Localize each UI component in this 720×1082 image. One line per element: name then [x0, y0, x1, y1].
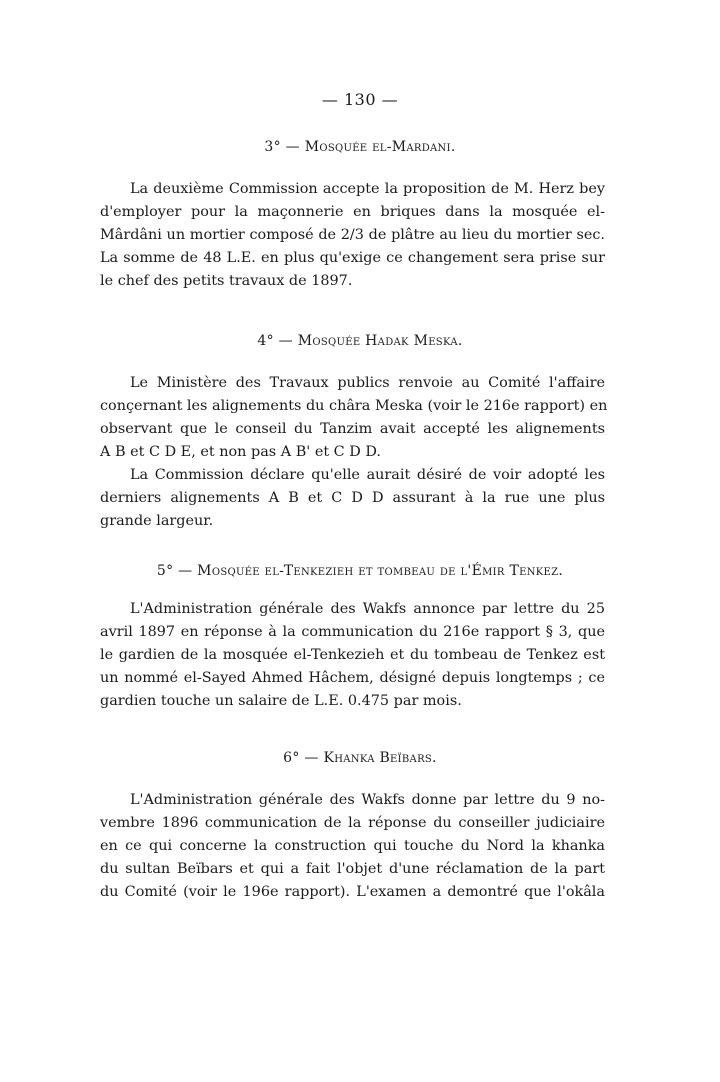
paragraph-line: avril 1897 en réponse à la communication du 216e rapport § 3, que [100, 624, 605, 640]
paragraph-section-4a [100, 372, 608, 464]
paragraph-line: L'Administration générale des Wakfs annonce par lettre du 25 [130, 601, 605, 617]
paragraph-line: La Commission déclare qu'elle aurait désiré de voir adopté les [130, 467, 605, 483]
paragraph-line: vembre 1896 communication de la réponse du conseiller judiciaire [100, 815, 605, 831]
paragraph-line: un nommé el-Sayed Ahmed Hâchem, désigné depuis longtemps ; ce [100, 670, 605, 686]
paragraph-section-5 [100, 598, 605, 713]
paragraph-line: A B et C D E, et non pas A B' et C D D. [100, 444, 381, 460]
paragraph-line: Le Ministère des Travaux publics renvoie au Comité l'affaire [130, 375, 605, 391]
paragraph-section-3 [100, 178, 605, 293]
section-heading-5: 5° — Mosquée el-Tenkezieh et tombeau de l'Émir Tenkez. [156, 563, 564, 579]
paragraph-line: observant que le conseil du Tanzim avait accepté les alignements [100, 421, 605, 437]
paragraph-line: grande largeur. [100, 513, 214, 529]
paragraph-line: le gardien de la mosquée el-Tenkezieh et du tombeau de Tenkez est [100, 647, 605, 663]
paragraph-line: L'Administration générale des Wakfs donne par lettre du 9 no- [130, 792, 605, 808]
paragraph-line: Mârdâni un mortier composé de 2/3 de plâtre au lieu du mortier sec. [100, 227, 605, 243]
paragraph-line: La somme de 48 L.E. en plus qu'exige ce changement sera prise sur [100, 250, 605, 266]
paragraph-line: le chef des petits travaux de 1897. [100, 273, 353, 289]
section-heading-3: 3° — Mosquée el-Mardani. [264, 139, 456, 155]
paragraph-line: derniers alignements A B et C D D assurant à la rue une plus [100, 490, 605, 506]
page-number: — 130 — [321, 90, 399, 109]
paragraph-line: du sultan Beïbars et qui a fait l'objet d'une réclamation de la part [100, 861, 605, 877]
paragraph-section-4b [100, 464, 605, 533]
section-heading-4: 4° — Mosquée Hadak Meska. [257, 333, 463, 349]
paragraph-line: d'employer pour la maçonnerie en briques dans la mosquée el- [100, 204, 605, 220]
paragraph-section-6 [100, 789, 605, 904]
paragraph-line: La deuxième Commission accepte la proposition de M. Herz bey [130, 181, 605, 197]
section-heading-6: 6° — Khanka Beïbars. [283, 750, 437, 766]
paragraph-line: en ce qui concerne la construction qui touche du Nord la khanka [100, 838, 605, 854]
paragraph-line: du Comité (voir le 196e rapport). L'examen a demontré que l'okâla [100, 884, 605, 900]
paragraph-line: conçernant les alignements du châra Meska (voir le 216e rapport) en [100, 398, 608, 414]
paragraph-line: gardien touche un salaire de L.E. 0.475 par mois. [100, 693, 462, 709]
